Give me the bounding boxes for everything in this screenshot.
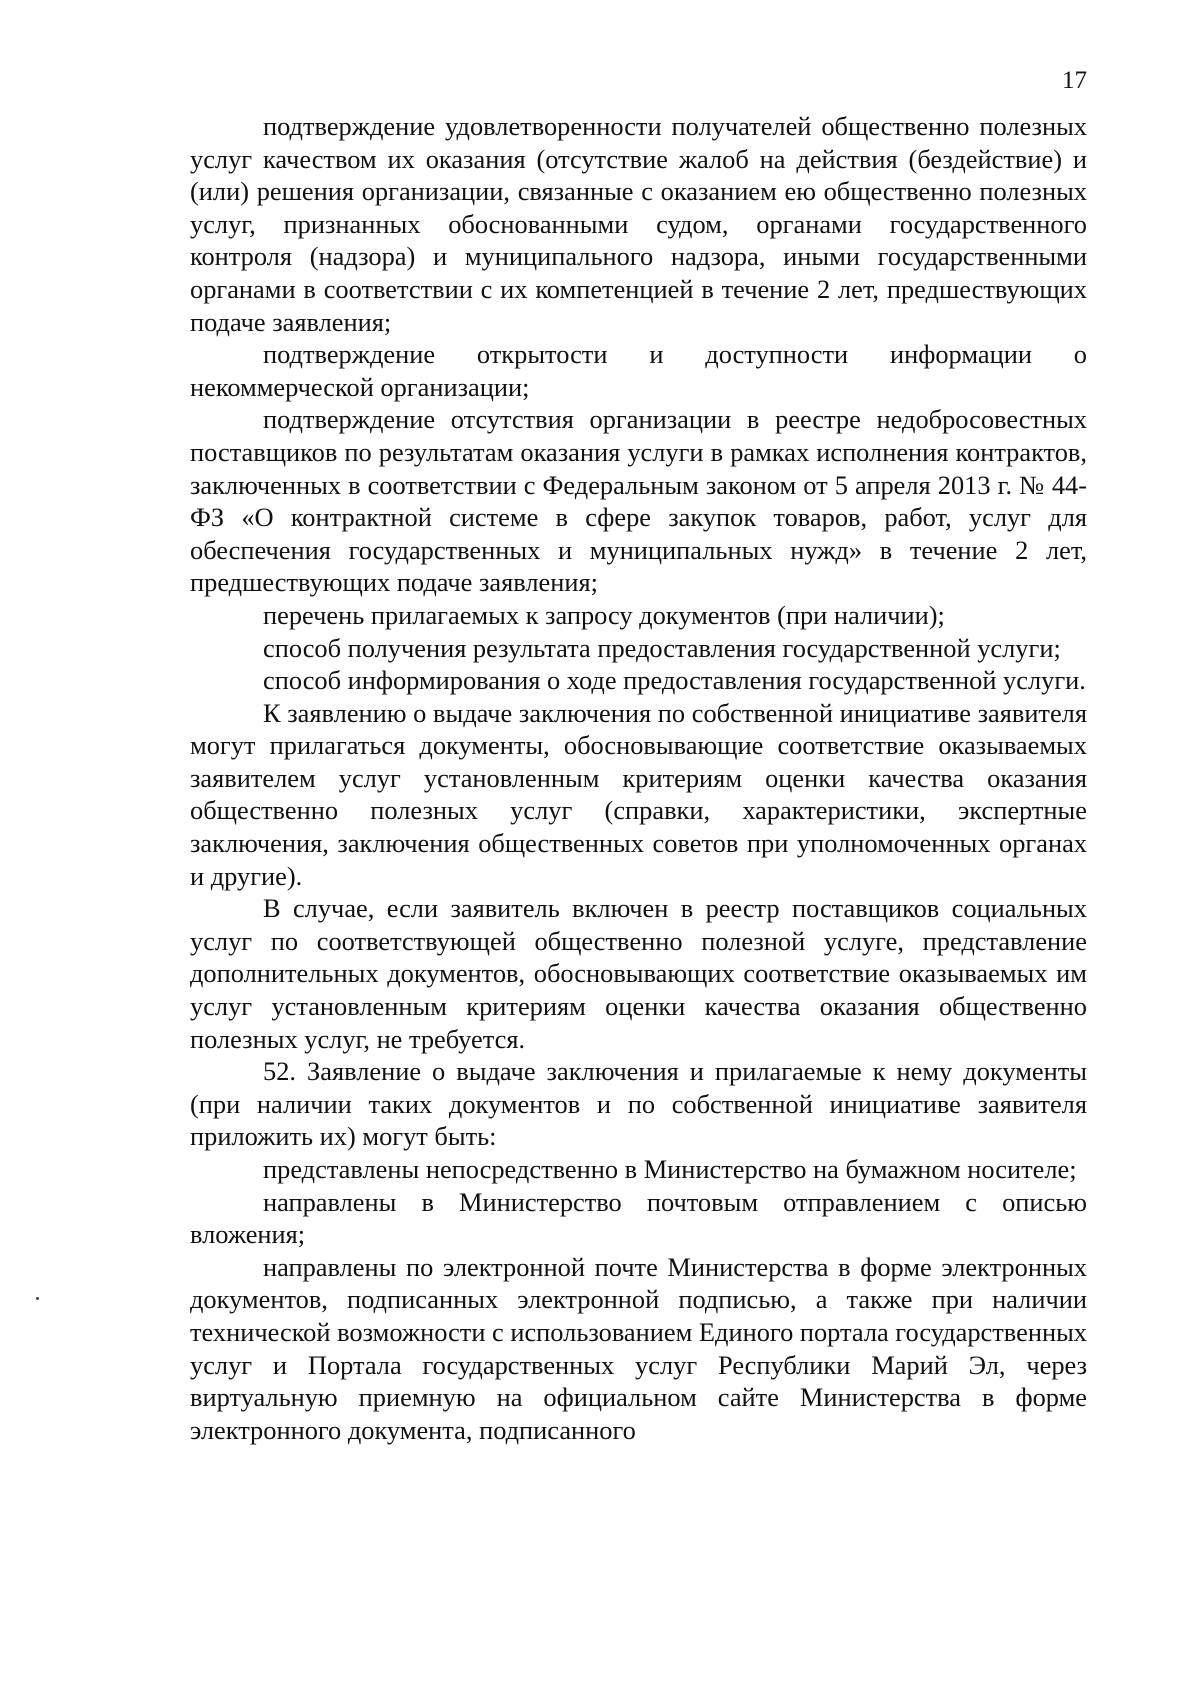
paragraph-clause-52: 52. Заявление о выдаче заключения и прилагаемые к нему документы (при наличии таких документов и по собственной инициативе заявителя приложить их) могут быть: (190, 1056, 1087, 1152)
paragraph-submit-by-mail: направлены в Министерство почтовым отправлением с описью вложения; (190, 1186, 1087, 1250)
paragraph-notification-method: способ информирования о ходе предоставления государственной услуги. (263, 665, 1086, 696)
page-number: 17 (1062, 67, 1087, 94)
paragraph-result-method: способ получения результата предоставления государственной услуги; (263, 632, 1061, 663)
paragraph-openness-confirmation: подтверждение открытости и доступности информации о некоммерческой организации; (190, 339, 1087, 402)
paragraph-registry-exemption: В случае, если заявитель включен в реестр поставщиков социальных услуг по соответствующей общественно полезной услуге, представление дополнительных документов, обосновывающих соответствие оказываемых им услуг установленным критериям оценки качества оказания общественно полезных услуг, не требуется. (190, 893, 1087, 1054)
document-body (190, 110, 1087, 1446)
paragraph-submit-in-person: представлены непосредственно в Министерство на бумажном носителе; (263, 1154, 1077, 1184)
scan-speck (36, 1297, 39, 1300)
paragraph-supporting-documents: К заявлению о выдаче заключения по собственной инициативе заявителя могут прилагаться документы, обосновывающие соответствие оказываемых заявителем услуг установленным критериям оценки качества оказания общественно полезных услуг (справки, характеристики, экспертные заключения, заключения общественных советов при уполномоченных органах и другие). (190, 697, 1087, 891)
paragraph-submit-electronically: направлены по электронной почте Министерства в форме электронных документов, подписанных электронной подписью, а также при наличии технической возможности с использованием Единого портала государственных услуг и Портала государственных услуг Республики Марий Эл, через виртуальную приемную на официальном сайте Министерства в форме электронного документа, подписанного (190, 1251, 1087, 1445)
paragraph-registry-confirmation: подтверждение отсутствия организации в реестре недобросовестных поставщиков по результатам оказания услуги в рамках исполнения контрактов, заключенных в соответствии с Федеральным законом от 5 апреля 2013 г. № 44-ФЗ «О контрактной системе в сфере закупок товаров, работ, услуг для обеспечения государственных и муниципальных нужд» в течение 2 лет, предшествующих подаче заявления; (190, 404, 1087, 598)
paragraph-satisfaction-confirmation: подтверждение удовлетворенности получателей общественно полезных услуг качеством их оказания (отсутствие жалоб на действия (бездействие) и (или) решения организации, связанные с оказанием ею общественно полезных услуг, признанных обоснованными судом, органами государственного контроля (надзора) и муниципального надзора, иными государственными органами в соответствии с их компетенцией в течение 2 лет, предшествующих подаче заявления; (190, 111, 1087, 337)
paragraph-attached-documents-list: перечень прилагаемых к запросу документов (при наличии); (263, 599, 945, 630)
